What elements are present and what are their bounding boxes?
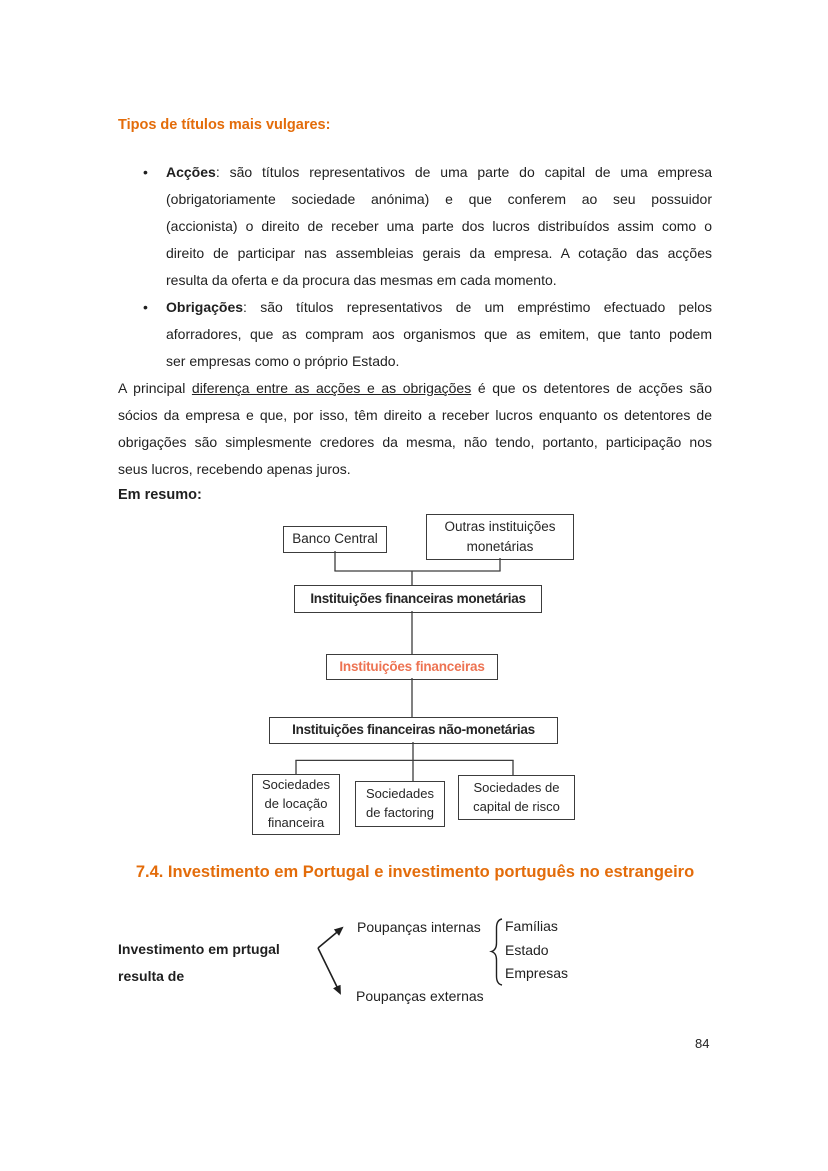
poupancas-externas-label: Poupanças externas (356, 988, 484, 1004)
poupancas-internas-label: Poupanças internas (357, 919, 481, 935)
bullet-icon: • (143, 299, 148, 315)
paragraph-diferenca (118, 375, 712, 483)
org-box-label: Instituições financeiras (339, 658, 485, 674)
savings-source-item: Empresas (505, 965, 569, 981)
org-box-label: Banco Central (292, 531, 378, 547)
org-box-label: de factoring (366, 805, 434, 820)
savings-sources-list (505, 915, 568, 986)
brace-icon (492, 919, 503, 985)
bullet-line: (accionista) o direito de receber uma parte dos lucros distribuídos assim como o (166, 218, 712, 234)
bullet-line (166, 159, 712, 186)
org-box-label: capital de risco (473, 798, 560, 814)
bullet-icon: • (143, 164, 148, 180)
org-box-instituicoes-financeiras (326, 654, 498, 680)
heading-section-7-4: 7.4. Investimento em Portugal e investimento português no estrangeiro (135, 863, 695, 881)
bullet-line (166, 294, 712, 321)
bullet-line: ser empresas como o próprio Estado. (166, 353, 400, 369)
org-box-label: Sociedades de (473, 779, 560, 795)
bullet-line: resulta da oferta e da procura das mesmas em cada momento. (166, 272, 557, 288)
org-box-label: financeira (267, 814, 325, 830)
paragraph-text: é que os detentores de acções são (471, 380, 713, 396)
summary-label: Em resumo: (118, 487, 202, 503)
org-box-outras-instituicoes (426, 514, 574, 560)
bullet-term: Acções (166, 164, 216, 180)
org-box-label: Sociedades (366, 786, 434, 802)
investment-label-line: Investimento em prtugal (118, 941, 280, 957)
bullet-line: (obrigatoriamente sociedade anónima) e que conferem ao seu possuidor (166, 191, 712, 207)
paragraph-line: seus lucros, recebendo apenas juros. (118, 461, 351, 477)
investment-source-label (118, 936, 280, 990)
paragraph-line: obrigações são simplesmente credores da mesma, não tendo, portanto, participação nos (118, 434, 712, 450)
paragraph-text: A principal (118, 380, 192, 396)
bullet-item-accoes (118, 159, 712, 294)
org-box-instituicoes-financeiras-monetarias (294, 585, 542, 613)
org-box-instituicoes-financeiras-nao-monetarias (269, 717, 558, 744)
paragraph-line (118, 375, 712, 402)
org-box-banco-central (283, 526, 387, 553)
bullet-list (118, 159, 712, 375)
org-box-sociedades-capital-risco (458, 775, 575, 820)
org-box-label: Instituições financeiras não-monetárias (292, 722, 535, 738)
underlined-text: diferença entre as acções e as obrigações (191, 380, 472, 396)
savings-source-item: Famílias (505, 918, 558, 934)
bullet-text: : são títulos representativos de um empréstimo efectuado pelos (243, 299, 712, 315)
org-box-label: Outras instituições (444, 518, 556, 534)
bullet-line: direito de participar nas assembleias gerais da empresa. A cotação das acções (166, 245, 712, 261)
fork-arrows (318, 928, 342, 993)
org-box-label: Sociedades (262, 777, 330, 793)
savings-source-item: Estado (505, 941, 549, 958)
org-box-label: de locação (264, 796, 328, 812)
paragraph-line: sócios da empresa e que, por isso, têm direito a receber lucros enquanto os detentores de (118, 407, 712, 423)
investment-label-line: resulta de (118, 968, 185, 984)
bullet-line: aforradores, que as compram aos organismos que as emitem, que tanto podem (166, 326, 712, 342)
org-box-label: Instituições financeiras monetárias (310, 590, 526, 606)
bullet-item-obrigacoes (118, 294, 712, 375)
org-box-sociedades-locacao (252, 774, 340, 835)
heading-tipos-de-titulos: Tipos de títulos mais vulgares: (118, 117, 331, 133)
org-box-label: monetárias (466, 539, 534, 554)
bullet-term: Obrigações (166, 299, 244, 315)
page-number: 84 (695, 1036, 710, 1051)
bullet-text: : são títulos representativos de uma parte do capital de uma empresa (215, 164, 712, 180)
org-box-sociedades-factoring (355, 781, 445, 827)
